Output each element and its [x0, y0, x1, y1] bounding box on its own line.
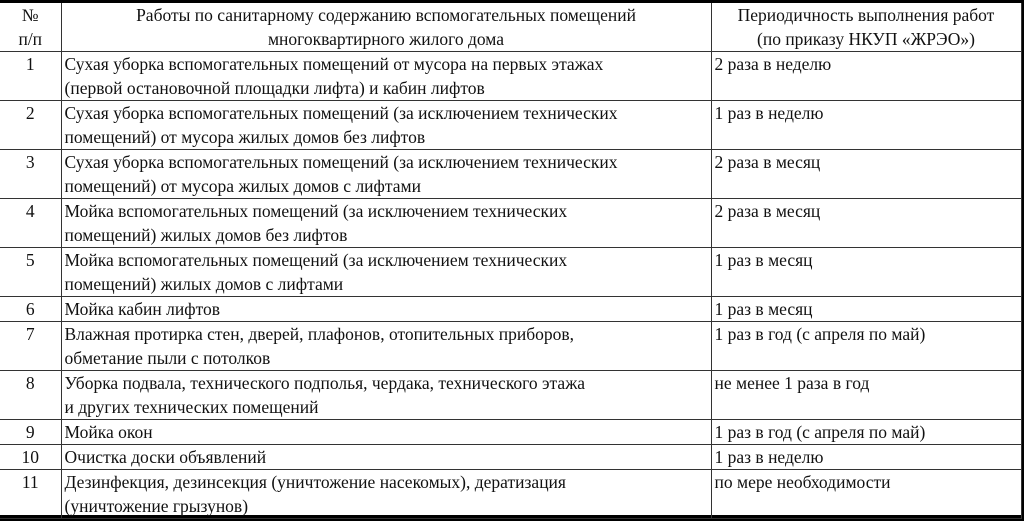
row-periodicity: 1 раз в неделю	[711, 445, 1021, 470]
row-work-line1: Уборка подвала, технического подполья, чердака, технического этажа	[64, 373, 586, 393]
row-periodicity: 1 раз в месяц	[711, 248, 1021, 297]
row-periodicity: 2 раза в месяц	[711, 199, 1021, 248]
sanitary-works-table	[0, 3, 1022, 519]
row-work	[61, 297, 711, 322]
row-work	[61, 371, 711, 420]
row-work-line1: Влажная протирка стен, дверей, плафонов, отопительных приборов,	[64, 324, 575, 344]
row-work-line1: Сухая уборка вспомогательных помещений (за исключением технических	[64, 152, 618, 172]
table-row	[0, 297, 1021, 322]
table-row	[0, 420, 1021, 445]
row-periodicity: не менее 1 раза в год	[711, 371, 1021, 420]
table-row	[0, 52, 1021, 101]
table-row	[0, 322, 1021, 371]
row-periodicity: 2 раза в месяц	[711, 150, 1021, 199]
row-periodicity: по мере необходимости	[711, 470, 1021, 519]
row-work-line2: и других технических помещений	[64, 397, 319, 417]
header-periodicity	[711, 3, 1021, 52]
table-row	[0, 150, 1021, 199]
row-number: 8	[0, 371, 61, 420]
row-periodicity: 1 раз в год (с апреля по май)	[711, 322, 1021, 371]
table-row	[0, 199, 1021, 248]
row-periodicity: 2 раза в неделю	[711, 52, 1021, 101]
table-row	[0, 101, 1021, 150]
row-work-line1: Очистка доски объявлений	[64, 447, 267, 467]
header-number-line2: п/п	[18, 29, 43, 49]
row-work-line1: Сухая уборка вспомогательных помещений (за исключением технических	[64, 103, 618, 123]
row-periodicity: 1 раз в неделю	[711, 101, 1021, 150]
row-work	[61, 150, 711, 199]
row-work-line1: Сухая уборка вспомогательных помещений от мусора на первых этажах	[64, 54, 604, 74]
row-number: 6	[0, 297, 61, 322]
row-work-line2: обметание пыли с потолков	[64, 348, 271, 368]
row-number: 3	[0, 150, 61, 199]
row-work	[61, 322, 711, 371]
row-number: 4	[0, 199, 61, 248]
row-work	[61, 470, 711, 519]
header-works-line2: многоквартирного жилого дома	[267, 29, 505, 49]
row-work	[61, 248, 711, 297]
row-work	[61, 101, 711, 150]
table-row	[0, 445, 1021, 470]
row-work	[61, 52, 711, 101]
row-work-line2: (уничтожение грызунов)	[64, 496, 249, 516]
table-row	[0, 371, 1021, 420]
row-work-line2: помещений) от мусора жилых домов с лифтами	[64, 176, 421, 196]
row-number: 10	[0, 445, 61, 470]
row-periodicity: 1 раз в месяц	[711, 297, 1021, 322]
header-periodicity-line2: (по приказу НКУП «ЖРЭО»)	[757, 29, 975, 49]
row-number: 1	[0, 52, 61, 101]
header-periodicity-line1: Периодичность выполнения работ	[737, 5, 995, 25]
table-header-row	[0, 3, 1021, 52]
row-number: 9	[0, 420, 61, 445]
table-row	[0, 248, 1021, 297]
header-number	[0, 3, 61, 52]
header-number-line1: №	[21, 5, 39, 25]
row-work-line1: Мойка вспомогательных помещений (за исключением технических	[64, 250, 568, 270]
row-work	[61, 420, 711, 445]
row-work	[61, 445, 711, 470]
row-number: 2	[0, 101, 61, 150]
row-work-line2: помещений) жилых домов без лифтов	[64, 225, 348, 245]
row-number: 5	[0, 248, 61, 297]
row-work-line1: Дезинфекция, дезинсекция (уничтожение насекомых), дератизация	[64, 472, 566, 492]
header-works-line1: Работы по санитарному содержанию вспомогательных помещений	[136, 5, 636, 25]
row-work-line2: (первой остановочной площадки лифта) и кабин лифтов	[64, 78, 485, 98]
row-number: 7	[0, 322, 61, 371]
document-page	[0, 3, 1021, 515]
row-work-line1: Мойка вспомогательных помещений (за исключением технических	[64, 201, 568, 221]
row-work-line1: Мойка окон	[64, 422, 153, 442]
row-number: 11	[0, 470, 61, 519]
table-row	[0, 470, 1021, 519]
header-works	[61, 3, 711, 52]
row-work	[61, 199, 711, 248]
row-periodicity: 1 раз в год (с апреля по май)	[711, 420, 1021, 445]
row-work-line2: помещений) от мусора жилых домов без лифтов	[64, 127, 426, 147]
row-work-line2: помещений) жилых домов с лифтами	[64, 274, 344, 294]
row-work-line1: Мойка кабин лифтов	[64, 299, 221, 319]
